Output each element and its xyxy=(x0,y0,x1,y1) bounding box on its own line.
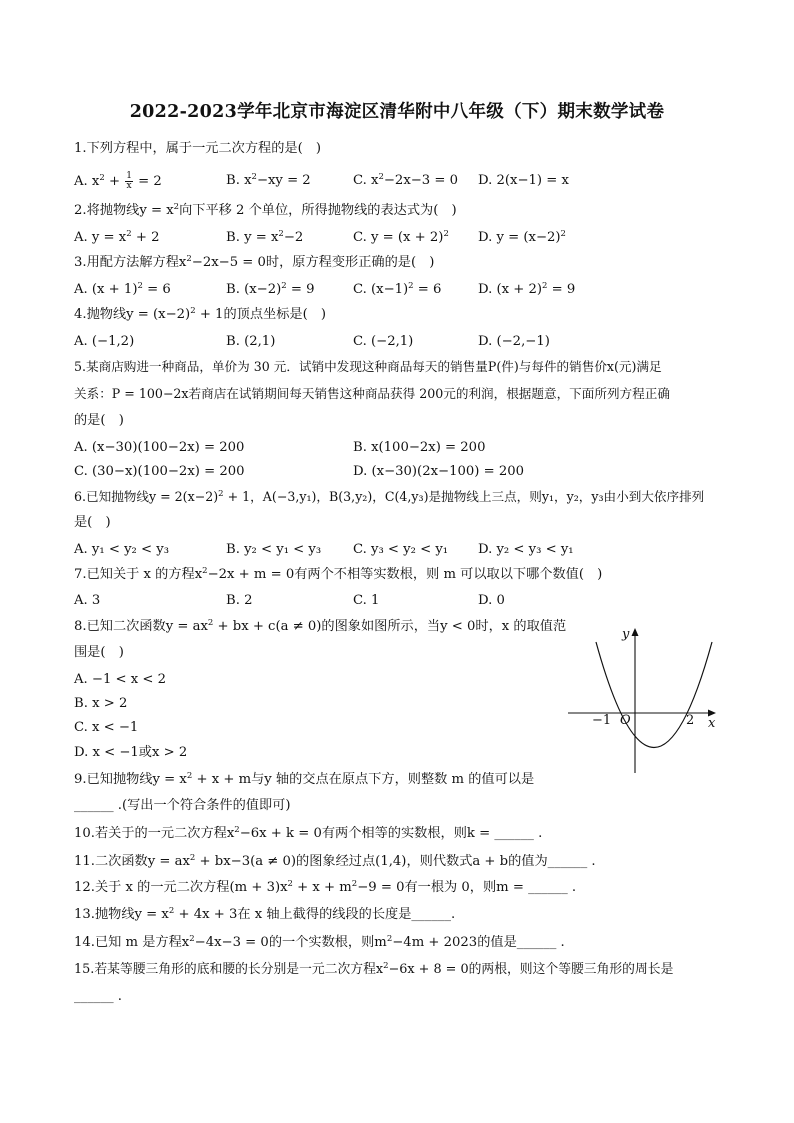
question-4-option-b: B. (2,1) xyxy=(226,334,276,349)
question-5-option-d: D. (x−30)(2x−100) = 200 xyxy=(353,464,524,479)
question-15-stem-line-1: 15.若某等腰三角形的底和腰的长分别是一元二次方程$x^2-6x + 8 = 0$的两根，则这个等腰三角形的周长是 xyxy=(74,961,674,977)
question-8-option-d: D. x < −1或x > 2 xyxy=(74,745,188,760)
graph-left-root-label: −1 xyxy=(592,713,612,728)
question-8-option-a: A. −1 < x < 2 xyxy=(74,672,167,687)
question-7-option-a: A. 3 xyxy=(74,593,101,608)
question-5-option-b: B. x(100−2x) = 200 xyxy=(353,440,486,455)
graph-parabola-curve xyxy=(596,642,712,748)
question-5-stem-line-3: 的是( ) xyxy=(74,413,124,428)
question-7-stem: 7.已知关于 x 的方程$x^2-2x + m = 0$有两个不相等实数根，则 m 可以取以下哪个数值( ) xyxy=(74,566,603,582)
question-13: 13.抛物线$y = x^2 + 4x + 3$在 x 轴上截得的线段的长度是______. xyxy=(74,906,456,922)
question-14: 14.已知 m 是方程$x^2-4x-3 = 0$的一个实数根，则$m^2-4m + 2023$的值是______ . xyxy=(74,934,565,950)
question-7-option-b: B. 2 xyxy=(226,593,253,608)
page-title: 2022-2023学年北京市海淀区清华附中八年级（下）期末数学试卷 xyxy=(129,102,665,122)
question-1-option-c: C. $x^2-2x-3 = 0$ xyxy=(353,172,459,188)
question-8-stem-line-1: 8.已知二次函数$y = ax^2$ + bx + c(a ≠ 0)的图象如图所示，当y < 0时，x 的取值范 xyxy=(74,618,567,634)
question-2-option-c: C. $y = (x + 2)^2$ xyxy=(353,229,449,245)
question-10: 10.若关于的一元二次方程$x^2-6x + k = 0$有两个相等的实数根，则k = ______ . xyxy=(74,825,543,841)
question-11: 11.二次函数$y = ax^2 + bx-3(a \ne 0)$的图象经过点(1,4)，则代数式a + b的值为______ . xyxy=(74,853,596,869)
question-6-option-b: B. y₂ < y₁ < y₃ xyxy=(226,542,322,557)
question-1-option-d: D. 2(x−1) = x xyxy=(478,173,569,188)
question-1-stem: 1.下列方程中，属于一元二次方程的是( ) xyxy=(74,141,322,156)
question-9-stem-line-1: 9.已知抛物线$y = x^2 + x + m$与y 轴的交点在原点下方，则整数 m 的值可以是 xyxy=(74,771,535,787)
graph-x-label: x xyxy=(708,716,716,731)
question-2-option-a: A. $y = x^2 + 2$ xyxy=(74,229,160,245)
parabola-graph xyxy=(562,618,726,778)
question-1-option-b: B. $x^2-xy = 2$ xyxy=(226,172,311,188)
question-6-option-a: A. y₁ < y₂ < y₃ xyxy=(74,542,169,557)
question-2-stem: 2.将抛物线$y = x^2$向下平移 2 个单位，所得抛物线的表达式为( ) xyxy=(74,202,457,218)
question-9-stem-line-2: ______ .(写出一个符合条件的值即可) xyxy=(74,798,291,813)
question-5-stem-line-1: 5.某商店购进一种商品，单价为 30 元．试销中发现这种商品每天的销售量P(件)与每件的销售价x(元)满足 xyxy=(74,359,662,374)
question-4-option-c: C. (−2,1) xyxy=(353,334,414,349)
question-8-option-c: C. x < −1 xyxy=(74,720,139,735)
question-5-option-c: C. (30−x)(100−2x) = 200 xyxy=(74,464,245,479)
question-4-stem: 4.抛物线$y = (x-2)^2 + 1$的顶点坐标是( ) xyxy=(74,306,327,322)
question-8-option-b: B. x > 2 xyxy=(74,696,128,711)
question-3-option-a: A. $(x + 1)^2 = 6$ xyxy=(74,281,171,297)
question-1-option-a: A. $x^2$ + $\frac{1}{x}$ = 2 xyxy=(74,171,162,191)
graph-right-root-label: 2 xyxy=(686,713,695,728)
question-4-option-a: A. (−1,2) xyxy=(74,334,135,349)
graph-origin-label: O xyxy=(620,713,631,728)
question-3-option-d: D. $(x + 2)^2 = 9$ xyxy=(478,281,576,297)
question-3-stem: 3.用配方法解方程$x^2-2x-5 = 0$时，原方程变形正确的是( ) xyxy=(74,254,435,270)
question-2-option-d: D. $y = (x-2)^2$ xyxy=(478,229,566,245)
question-7-option-c: C. 1 xyxy=(353,593,380,608)
question-6-option-c: C. y₃ < y₂ < y₁ xyxy=(353,542,449,557)
question-6-option-d: D. y₂ < y₃ < y₁ xyxy=(478,542,574,557)
question-4-option-d: D. (−2,−1) xyxy=(478,334,550,349)
question-15-stem-line-2: ______ . xyxy=(74,989,122,1004)
question-6-stem-line-1: 6.已知抛物线$y = 2(x-2)^2 + 1$，A(−3,y₁)，B(3,y₂)，C(4,y₃)是抛物线上三点，则y₁，y₂，y₃由小到大依序排列 xyxy=(74,489,705,504)
question-7-option-d: D. 0 xyxy=(478,593,505,608)
question-12: 12.关于 x 的一元二次方程$(m + 3)x^2 + x + m^2-9 = 0$有一根为 0，则m = ______ . xyxy=(74,879,577,895)
graph-y-axis-arrow xyxy=(632,628,639,636)
question-5-option-a: A. (x−30)(100−2x) = 200 xyxy=(74,440,245,455)
graph-y-label: y xyxy=(622,627,630,642)
question-6-stem-line-2: 是( ) xyxy=(74,515,111,530)
question-3-option-c: C. $(x-1)^2 = 6$ xyxy=(353,281,442,297)
question-5-stem-line-2: 关系：P = 100−2x若商店在试销期间每天销售这种商品获得 200元的利润，根据题意，下面所列方程正确 xyxy=(74,386,670,401)
question-2-option-b: B. $y = x^2-2$ xyxy=(226,229,304,245)
question-8-stem-line-2: 围是( ) xyxy=(74,645,124,660)
question-3-option-b: B. $(x-2)^2 = 9$ xyxy=(226,281,315,297)
